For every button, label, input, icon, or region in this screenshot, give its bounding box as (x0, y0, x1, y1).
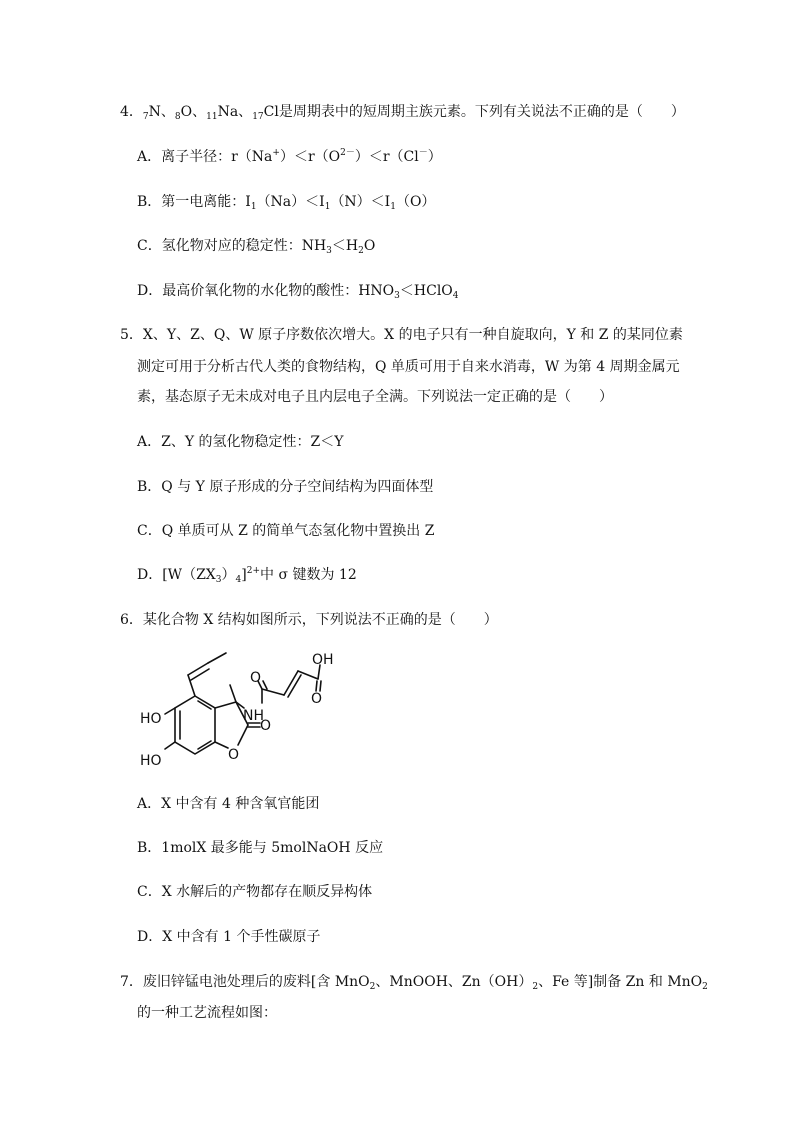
q6-option-b: B．1molX 最多能与 5molNaOH 反应 (137, 840, 384, 856)
label-ring-o: O (228, 747, 240, 763)
molecule-bonds (165, 653, 321, 754)
q4-option-d: D．最高价氧化物的水化物的酸性：$HNO_3<HClO_4$ (137, 283, 459, 301)
label-amide-o: O (250, 670, 262, 686)
q7-stem-line-2: 的一种工艺流程如图： (137, 1005, 277, 1021)
amide-co-2 (263, 681, 267, 689)
propenyl-bond-2 (208, 653, 226, 663)
methyl-bond (230, 685, 236, 702)
label-nh: NH (243, 708, 264, 724)
q4-option-b: B．第一电离能：$I_1(Na)<I_1(N)<I_1(O)$ (137, 194, 436, 212)
molecule-structure-diagram (136, 645, 346, 775)
benzene-ring-bonds (175, 696, 215, 754)
label-oh-top: OH (312, 652, 334, 668)
ring-bond-c7a-o (215, 742, 228, 748)
ring-bond-c3 (215, 702, 236, 708)
q5-option-c: C．Q 单质可从 Z 的简单气态氢化物中置换出 Z (137, 523, 435, 539)
ring-bond-c2-o (238, 725, 248, 745)
q5-stem-line-1: 5．X、Y、Z、Q、W 原子序数依次增大。X 的电子只有一种自旋取向，Y 和 Z 的某同位素 (120, 327, 683, 343)
oh-lower-bond (165, 742, 175, 749)
label-ho-upper: HO (140, 711, 162, 727)
q4-stem: 4．$_7$N、$_8$O、$_{11}$Na、$_{17}$Cl是周期表中的短周期主族元素。下列有关说法不正确的是（ ） (120, 104, 685, 122)
propenyl-double-1 (188, 663, 208, 675)
q4-option-c: C．氢化物对应的稳定性：$NH_3<H_2O$ (137, 238, 376, 256)
label-lactone-o: O (260, 718, 272, 734)
q6-option-c: C．X 水解后的产物都存在顺反异构体 (137, 884, 373, 900)
q7-stem-line-1: 7．废旧锌锰电池处理后的废料[含 MnO$_2$、MnOOH、$Zn(OH)_2$、Fe 等]制备 Zn 和 MnO$_2$ (120, 974, 708, 992)
q6-stem: 6．某化合物 X 结构如图所示，下列说法不正确的是（ ） (120, 612, 498, 628)
q5-option-b: B．Q 与 Y 原子形成的分子空间结构为四面体型 (137, 479, 434, 495)
label-acid-o: O (311, 691, 323, 707)
q6-option-d: D．X 中含有 1 个手性碳原子 (137, 929, 321, 945)
acid-co-1 (316, 681, 317, 691)
q4-option-a: A．离子半径：$r(Na^+)<r(O^{2-})<r(Cl^-)$ (137, 148, 442, 165)
q5-option-d: D．$[W(ZX_3)_4]^{2+}$中 σ 键数为 12 (137, 566, 357, 585)
q5-option-a: A．Z、Y 的氢化物稳定性：Z＜Y (137, 434, 344, 450)
acid-co-2 (320, 681, 321, 691)
q6-option-a: A．X 中含有 4 种含氧官能团 (137, 796, 320, 812)
oh-upper-bond (165, 708, 175, 714)
q5-stem-line-2: 测定可用于分析古代人类的食物结构，Q 单质可用于自来水消毒，W 为第 4 周期金属元 (137, 359, 680, 375)
q5-stem-line-3: 素，基态原子无未成对电子且内层电子全满。下列说法一定正确的是（ ） (137, 389, 613, 405)
label-ho-lower: HO (140, 753, 162, 769)
chain-bond-1 (262, 689, 284, 695)
